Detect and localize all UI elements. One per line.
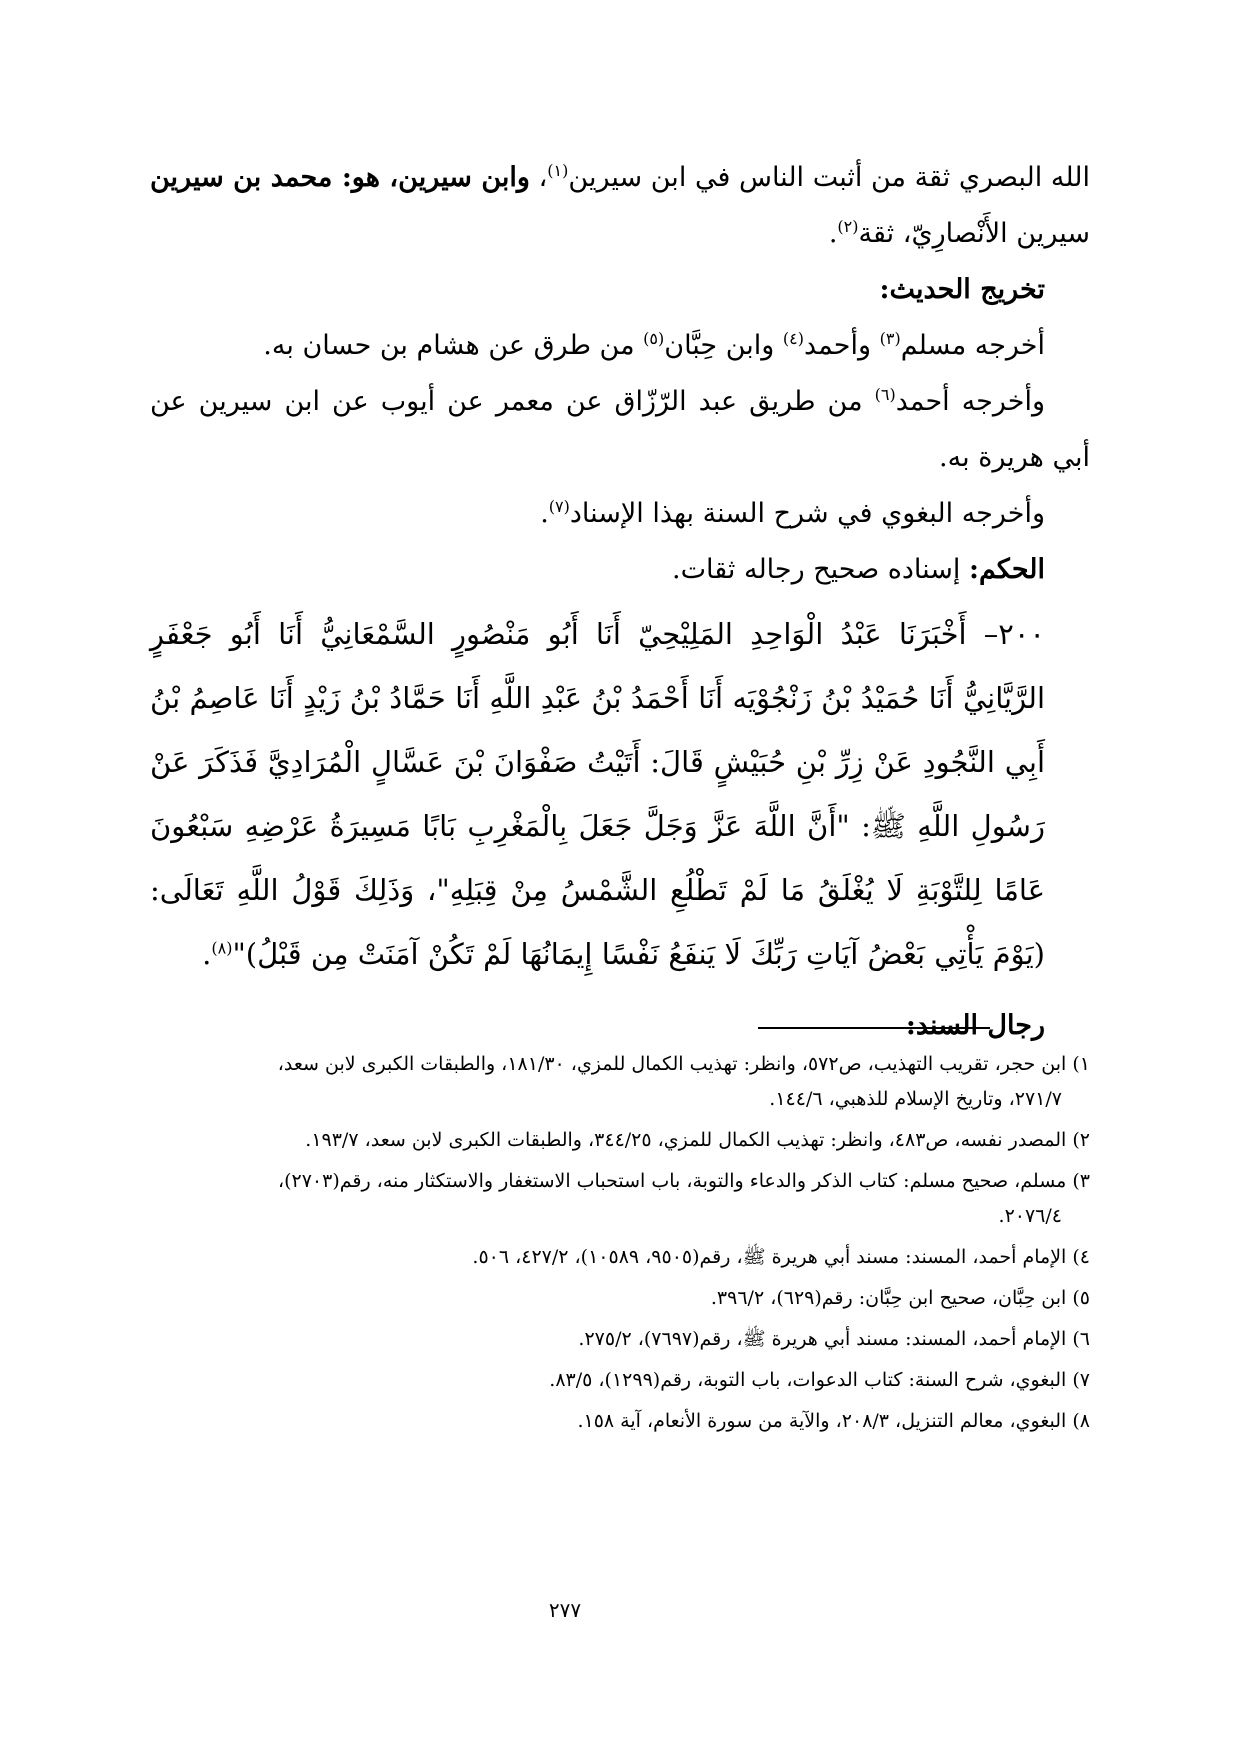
footnote-ref-5[interactable]: (٥)	[643, 329, 665, 348]
page-number: ٢٧٧	[548, 1598, 582, 1622]
footnote-text: ٧) البغوي، شرح السنة: كتاب الدعوات، باب التوبة، رقم(١٢٩٩)، ٨٣/٥.	[549, 1369, 1090, 1391]
text-segment: من طريق عبد الرّزّاق عن معمر عن أيوب عن ابن سيرين عن أبي هريرة به.	[150, 386, 1090, 473]
paragraph-hukm	[150, 542, 1090, 598]
hadith-text	[150, 602, 1090, 986]
paragraph-takhrij-2	[150, 374, 1090, 486]
footnote-continuation: ٢٧١/٧، وتاريخ الإسلام للذهبي، ١٤٤/٦.	[769, 1088, 1062, 1110]
narrator-name-bold: وابن سيرين، هو: محمد بن سيرين	[150, 162, 530, 193]
footnote-8	[150, 1404, 1090, 1439]
footnote-3	[150, 1164, 1090, 1234]
footnote-text: ٣) مسلم، صحيح مسلم: كتاب الذكر والدعاء والتوبة، باب استحباب الاستغفار والاستكثار منه، رقم(٢٧٠٣)،	[277, 1170, 1090, 1192]
footnote-ref-6[interactable]: (٦)	[874, 385, 896, 404]
text-segment: وأخرجه أحمد	[895, 386, 1045, 417]
text-segment: .	[828, 218, 838, 249]
text-segment: سيرين الأَنْصارِيّ، ثقة	[858, 218, 1090, 249]
footnotes	[150, 1047, 1090, 1445]
footnote-5	[150, 1281, 1090, 1316]
text-segment: ،	[529, 162, 548, 193]
footnote-text: ٤) الإمام أحمد، المسند: مسند أبي هريرة ﷺ، رقم(٩٥٠٥، ١٠٥٨٩)، ٤٢٧/٢، ٥٠٦.	[472, 1246, 1090, 1268]
text-segment: .	[540, 498, 549, 529]
footnote-separator	[758, 1027, 990, 1029]
footnote-4	[150, 1240, 1090, 1275]
footnote-continuation: ٢٠٧٦/٤.	[998, 1205, 1062, 1227]
paragraph-takhrij-1	[150, 318, 1090, 374]
hukm-label: الحكم:	[968, 554, 1045, 585]
text-segment: الله البصري ثقة من أثبت الناس في ابن سيرين	[568, 162, 1091, 193]
text-segment: من طرق عن هشام بن حسان به.	[263, 330, 644, 361]
footnote-text: ١) ابن حجر، تقريب التهذيب، ص٥٧٢، وانظر: تهذيب الكمال للمزي، ١٨١/٣٠، والطبقات الكبرى لابن سعد،	[277, 1053, 1090, 1075]
footnote-7	[150, 1363, 1090, 1398]
footnote-2	[150, 1123, 1090, 1158]
footnote-ref-4[interactable]: (٤)	[782, 329, 804, 348]
text-segment: أخرجه مسلم	[900, 330, 1045, 361]
footnote-6	[150, 1322, 1090, 1357]
footnote-ref-7[interactable]: (٧)	[548, 497, 570, 516]
footnote-text: ٦) الإمام أحمد، المسند: مسند أبي هريرة ﷺ، رقم(٧٦٩٧)، ٢٧٥/٢.	[578, 1328, 1090, 1350]
footnote-text: ٥) ابن حِبَّان، صحيح ابن حِبَّان: رقم(٦٢٩)، ٣٩٦/٢.	[710, 1287, 1090, 1309]
text-segment: وأخرجه البغوي في شرح السنة بهذا الإسناد	[569, 498, 1045, 529]
text-segment: .	[202, 937, 212, 971]
hukm-text: إسناده صحيح رجاله ثقات.	[671, 554, 969, 585]
hadith-body: ٢٠٠– أَخْبَرَنَا عَبْدُ الْوَاحِدِ المَلِيْحِيّ أَنَا أَبُو مَنْصُورٍ السَّمْعَانِيُّ أَنَا أَبُو جَعْفَرٍ الرَّيَّانِيُّ أَنَا حُمَيْدُ بْنُ زَنْجُوْيَه أَنَا أَحْمَدُ بْنُ عَبْدِ اللَّهِ أَنَا حَمَّادُ بْنُ زَيْدٍ أَنَا عَاصِمُ بْنُ أَبِي النَّجُودِ عَنْ زِرِّ بْنِ حُبَيْشٍ قَالَ: أَتَيْتُ صَفْوَانَ بْنَ عَسَّالٍ الْمُرَادِيَّ فَذَكَرَ عَنْ رَسُولِ اللَّهِ ﷺ: "أَنَّ اللَّهَ عَزَّ وَجَلَّ جَعَلَ بِالْمَغْرِبِ بَابًا مَسِيرَةُ عَرْضِهِ سَبْعُونَ عَامًا لِلتَّوْبَةِ لَا يُغْلَقُ مَا لَمْ تَطْلُعِ الشَّمْسُ مِنْ قِبَلِهِ"، وَذَلِكَ قَوْلُ اللَّهِ تَعَالَى: (يَوْمَ يَأْتِي بَعْضُ آيَاتِ رَبِّكَ لَا يَنفَعُ نَفْسًا إِيمَانُهَا لَمْ تَكُنْ آمَنَتْ مِن قَبْلُ)"	[150, 617, 1045, 971]
footnote-text: ٢) المصدر نفسه، ص٤٨٣، وانظر: تهذيب الكمال للمزي، ٣٤٤/٢٥، والطبقات الكبرى لابن سعد، ١٩٣/٧.	[305, 1129, 1090, 1151]
main-text	[150, 150, 1090, 1054]
footnote-ref-1[interactable]: (١)	[547, 161, 569, 180]
paragraph-takhrij-3	[150, 486, 1090, 542]
text-segment: وأحمد	[804, 330, 880, 361]
paragraph-narrator	[150, 150, 1090, 262]
heading-takhrij: تخريج الحديث:	[879, 274, 1045, 305]
footnote-ref-3[interactable]: (٣)	[879, 329, 901, 348]
heading-rijal: رجال السند:	[905, 1010, 1045, 1041]
footnote-1	[150, 1047, 1090, 1117]
footnote-text: ٨) البغوي، معالم التنزيل، ٢٠٨/٣، والآية من سورة الأنعام، آية ١٥٨.	[577, 1410, 1090, 1432]
footnote-ref-8[interactable]: (٨)	[211, 938, 233, 958]
text-segment: وابن حِبَّان	[664, 330, 783, 361]
footnote-ref-2[interactable]: (٢)	[837, 217, 859, 236]
